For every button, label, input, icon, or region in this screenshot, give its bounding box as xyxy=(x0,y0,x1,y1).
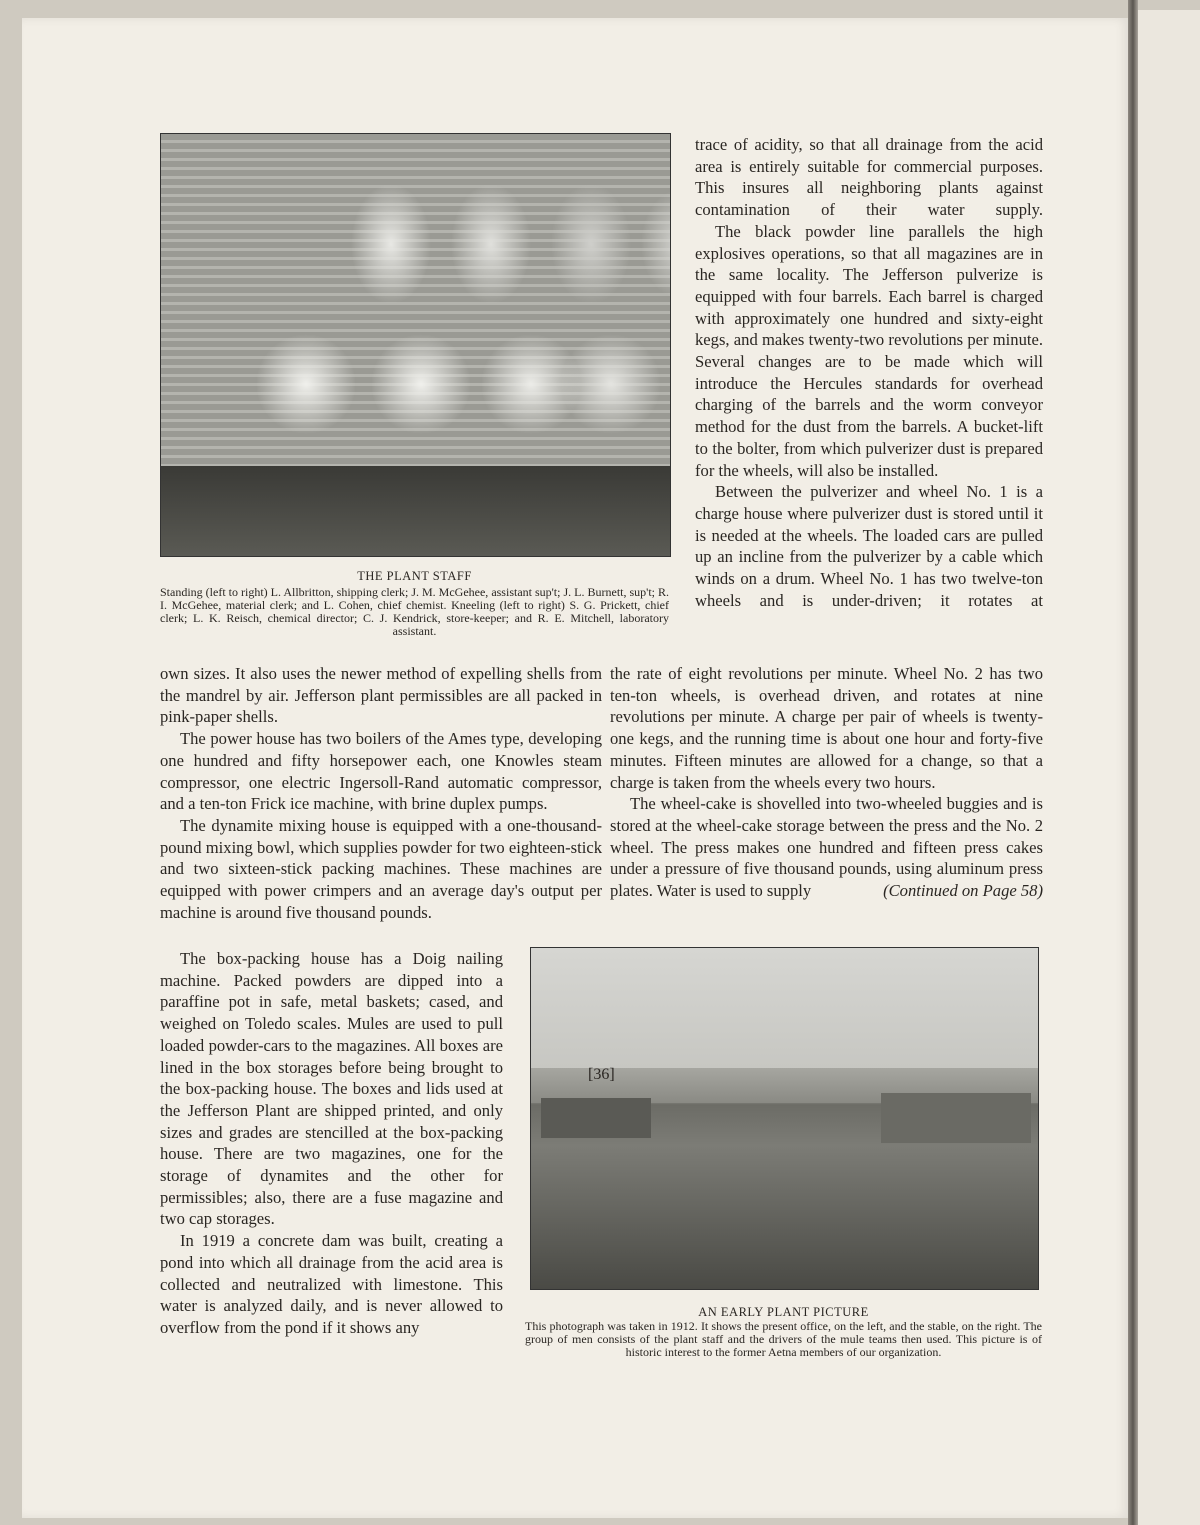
paragraph: The dynamite mixing house is equipped with a one-thousand-pound mixing bowl, which supplies powder for two eighteen-stick and two sixteen-stick packing machines. These machines are equipped with power crimpers and an average day's output per machine is around five thousand pounds. xyxy=(160,815,602,922)
continued-note: (Continued on Page 58) xyxy=(883,881,1043,901)
paragraph: Between the pulverizer and wheel No. 1 is a charge house where pulverizer dust is stored until it is needed at the wheels. The loaded cars are pulled up an incline from the pulverizer by a cable which winds on a drum. Wheel No. 1 has two twelve-ton wheels and is under-driven; it rotates at xyxy=(695,482,1043,610)
paragraph: The box-packing house has a Doig nailing machine. Packed powders are dipped into a paraffine pot in safe, metal baskets; cased, and weighed on Toledo scales. Mules are used to pull loaded powder-cars to the magazines. All boxes are lined in the box storages before being brought to the box-packing house. The boxes and lids used at the Jefferson Plant are shipped printed, and only sizes and grades are stencilled at the box-packing house. There are two magazines, one for the storage of dynamites and the other for permissibles; also, there are a fuse magazine and two cap storages. xyxy=(160,949,503,1229)
plant-staff-caption-title: THE PLANT STAFF xyxy=(357,569,472,583)
paragraph: The black powder line parallels the high explosives operations, so that all magazines are in the same locality. The Jefferson pulverize is equipped with four barrels. Each barrel is charged with approximately one hundred and sixty-eight kegs, and makes twenty-two revolutions per minute. Several changes are to be made which will introduce the Hercules standards for overhead charging of the barrels and the worm conveyor method for the dust from the barrels. A bucket-lift to the bolter, from which pulverizer dust is prepared for the wheels, will also be installed. xyxy=(695,221,1043,480)
plant-staff-photo xyxy=(160,133,671,557)
wide-right-text xyxy=(610,663,1043,902)
paragraph xyxy=(610,793,1043,902)
page-number: [36] xyxy=(588,1066,615,1083)
paragraph: The power house has two boilers of the Ames type, developing one hundred and fifty horsepower each, one Knowles steam compressor, one electric Ingersoll-Rand automatic compressor, and a ten-ton Frick ice machine, with brine duplex pumps. xyxy=(160,729,602,814)
right-column-text xyxy=(695,134,1043,611)
adjacent-page-edge xyxy=(1138,10,1200,1525)
early-plant-caption-title: AN EARLY PLANT PICTURE xyxy=(698,1305,869,1319)
paragraph-text: The wheel-cake is shovelled into two-wheeled buggies and is stored at the wheel-cake storage between the press and the No. 2 wheel. The press makes one hundred and fifteen press cakes under a pressure of five thousand pounds, using aluminum press plates. Water is used to supply xyxy=(610,794,1043,901)
left-lower-text xyxy=(160,948,503,1339)
paragraph: trace of acidity, so that all drainage from the acid area is entirely suitable for commercial purposes. This insures all neighboring plants against contamination of their water supply. xyxy=(695,135,1043,220)
early-plant-photo xyxy=(530,947,1039,1290)
paragraph: In 1919 a concrete dam was built, creating a pond into which all drainage from the acid area is collected and neutralized with limestone. This water is analyzed daily, and is never allowed to overflow from the pond if it shows any xyxy=(160,1231,503,1337)
early-plant-caption: This photograph was taken in 1912. It shows the present office, on the left, and the stable, on the right. The group of men consists of the plant staff and the drivers of the mule teams then used. This picture is of historic interest to the former Aetna members of our organization. xyxy=(525,1319,1042,1359)
book-gutter xyxy=(1128,0,1138,1525)
left-upper-text xyxy=(160,663,602,923)
paragraph: own sizes. It also uses the newer method of expelling shells from the mandrel by air. Jefferson plant permissibles are all packed in pink-paper shells. xyxy=(160,664,602,727)
plant-staff-caption: Standing (left to right) L. Allbritton, shipping clerk; J. M. McGehee, assistant sup't; J. L. Burnett, sup't; R. I. McGehee, material clerk; and L. Cohen, chief chemist. Kneeling (left to right) S. G. Prickett, chief clerk; L. K. Reisch, chemical director; C. J. Kendrick, store-keeper; and R. E. Mitchell, laboratory assistant. xyxy=(160,585,669,638)
paragraph: the rate of eight revolutions per minute. Wheel No. 2 has two ten-ton wheels, is overhead driven, and rotates at nine revolutions per minute. A charge per pair of wheels is twenty-one kegs, and the running time is about one hour and forty-five minutes. Fifteen minutes are allowed for a change, so that a charge is taken from the wheels every two hours. xyxy=(610,664,1043,792)
